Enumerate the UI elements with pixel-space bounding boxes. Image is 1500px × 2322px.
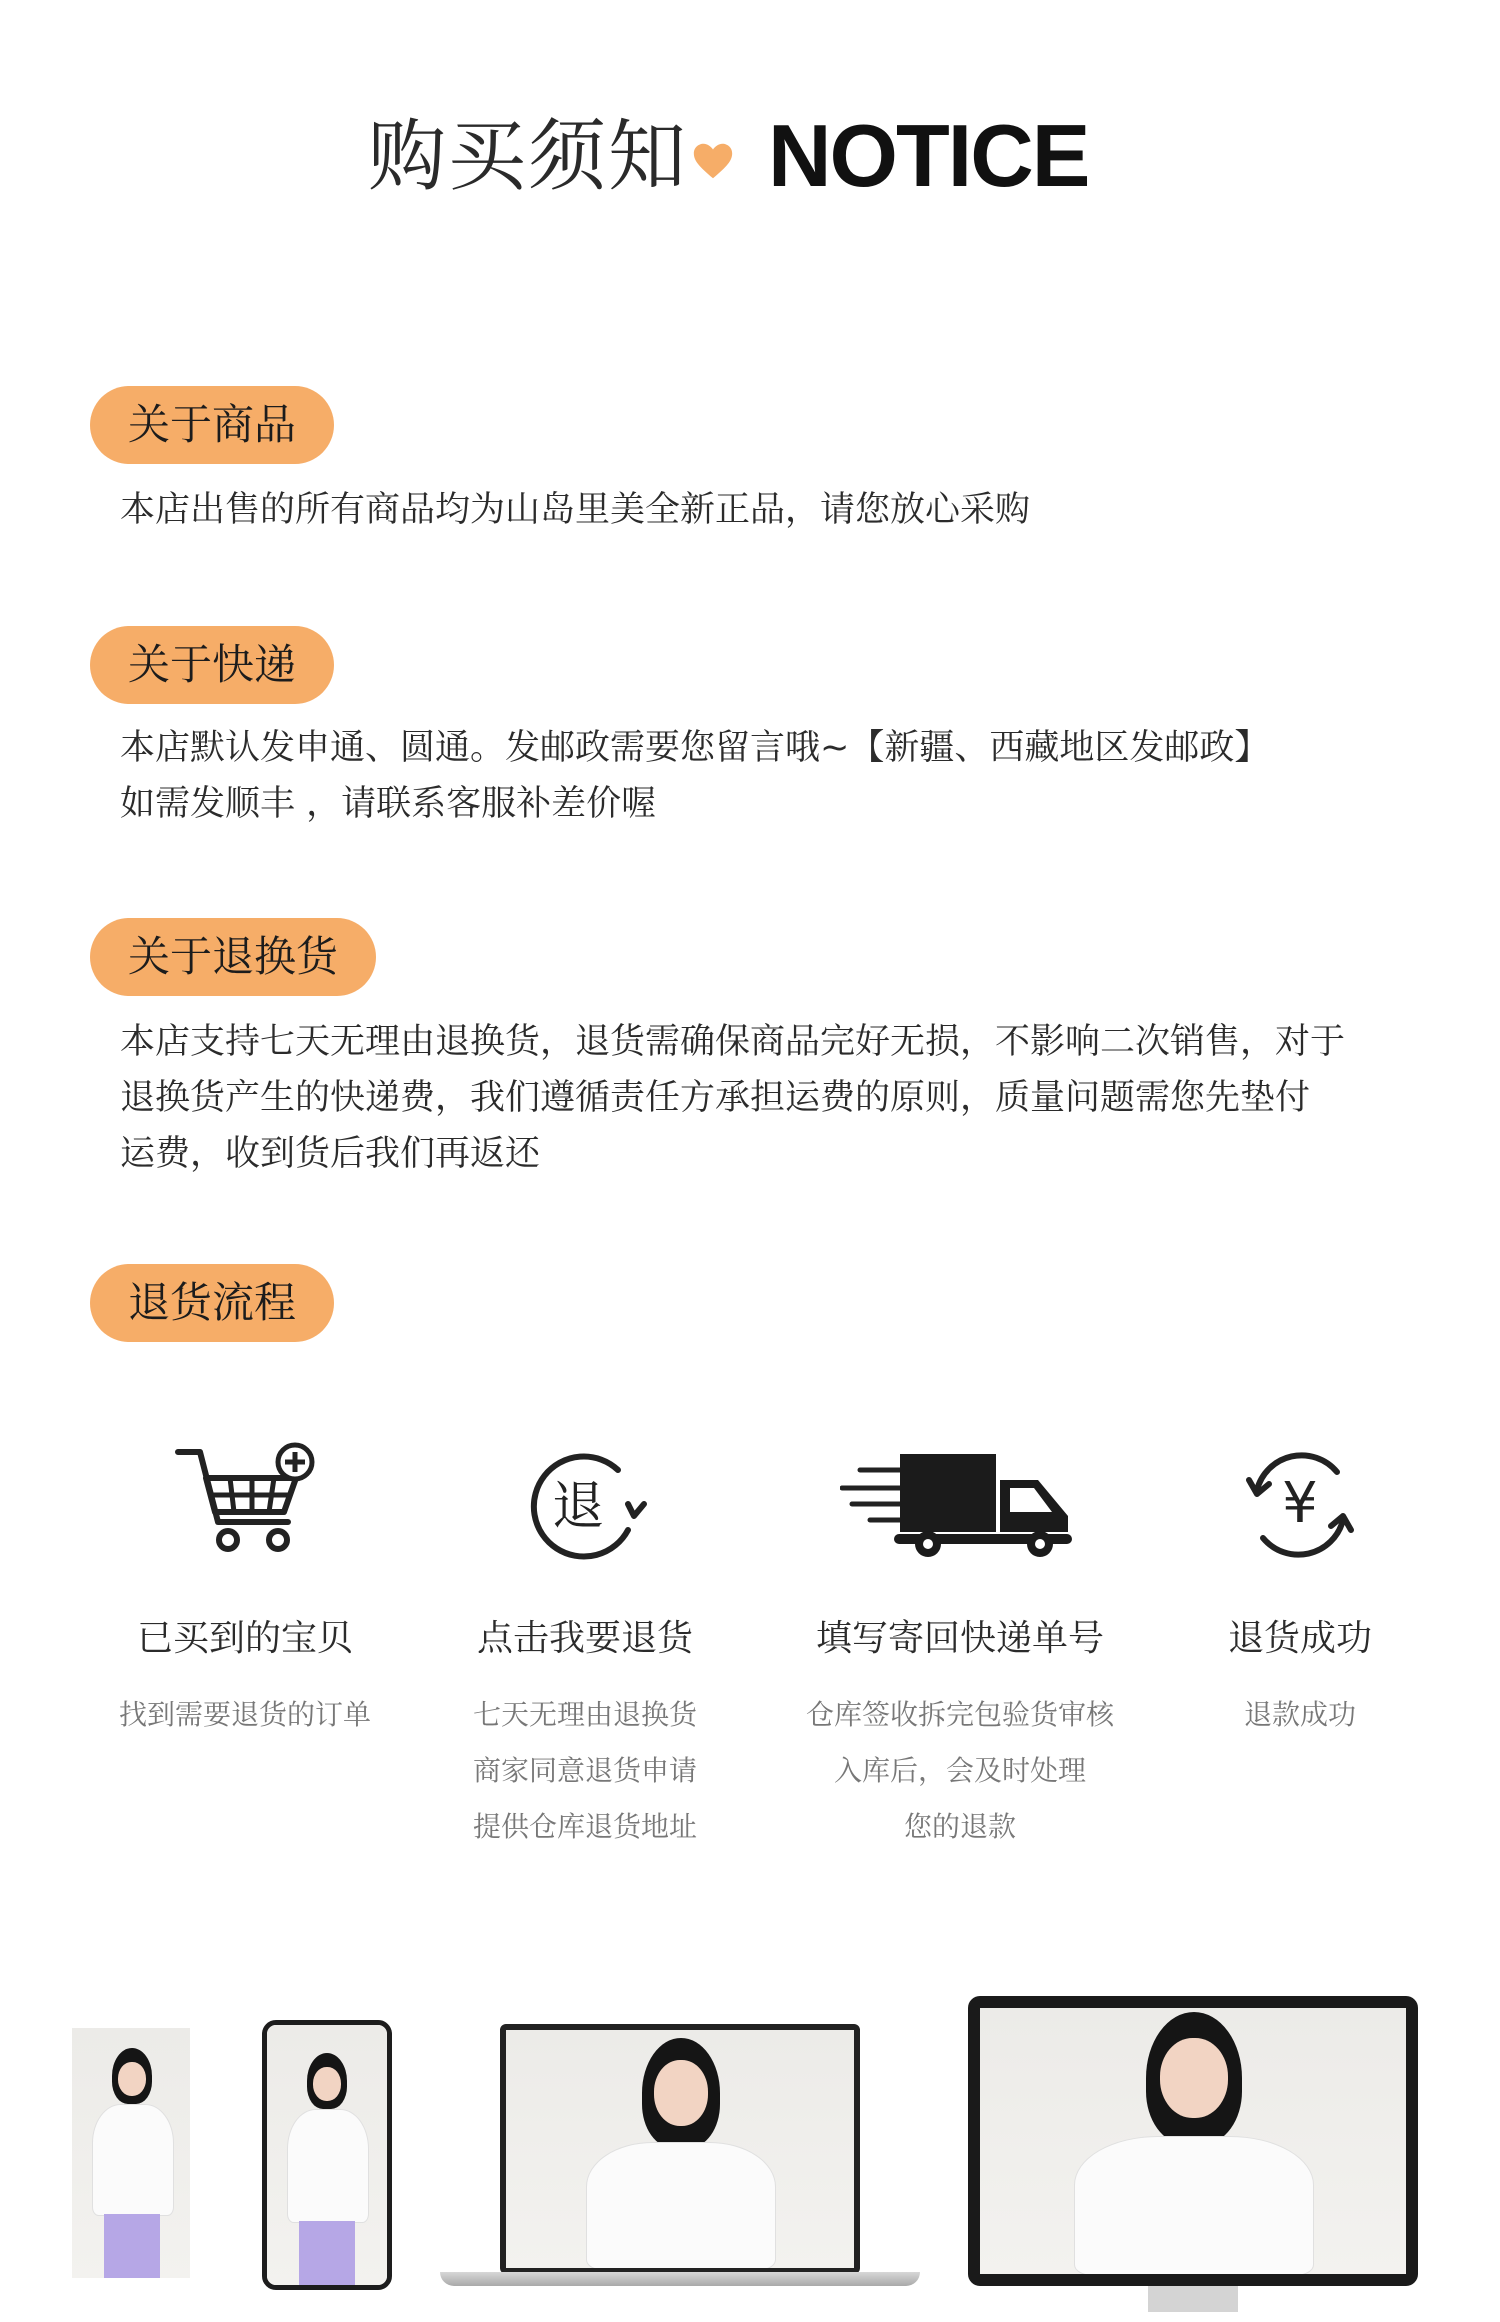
step-title: 退货成功 — [1227, 1618, 1372, 1659]
section-line: 运费，收到货后我们再返还 — [120, 1134, 541, 1174]
monitor-stand — [1148, 2286, 1238, 2312]
refund-yen-icon — [1235, 1440, 1365, 1570]
return-circle-icon — [520, 1440, 650, 1570]
step-desc-line: 仓库签收拆完包验货审核 — [805, 1698, 1114, 1731]
laptop-frame — [500, 2024, 860, 2274]
model-figure — [1068, 2012, 1318, 2274]
step-desc-line: 退款成功 — [1243, 1698, 1356, 1731]
section-line: 如需发顺丰 ，请联系客服补差价喔 — [120, 784, 657, 824]
step-return-success — [1195, 1440, 1405, 1743]
step-fill-tracking — [780, 1440, 1140, 1855]
delivery-truck-icon — [840, 1440, 1080, 1570]
step-desc — [455, 1687, 715, 1855]
section-label-product: 关于商品 — [90, 386, 334, 464]
model-photo-small — [72, 2028, 190, 2278]
step-desc-line: 找到需要退货的订单 — [118, 1698, 371, 1731]
section-label-returns: 关于退换货 — [90, 918, 376, 996]
section-text-returns — [120, 1014, 1380, 1182]
step-desc-line: 提供仓库退货地址 — [472, 1810, 697, 1843]
model-photo-laptop — [506, 2030, 854, 2268]
section-label-return-process: 退货流程 — [90, 1264, 334, 1342]
section-label-shipping: 关于快递 — [90, 626, 334, 704]
monitor-frame — [968, 1996, 1418, 2286]
page-title-en: NOTICE — [768, 106, 1089, 205]
model-photo-phone — [267, 2025, 387, 2285]
step-request-return — [455, 1440, 715, 1855]
step-desc — [1195, 1687, 1405, 1743]
notice-header — [0, 108, 1500, 218]
section-text-shipping — [120, 720, 1380, 832]
return-process-steps — [0, 1440, 1500, 1843]
page-title-cn: 购买须知 — [368, 112, 689, 202]
model-figure — [86, 2048, 176, 2278]
model-photo-monitor — [980, 2008, 1406, 2274]
step-title: 填写寄回快递单号 — [815, 1618, 1104, 1659]
step-desc — [100, 1687, 390, 1743]
step-desc-line: 您的退款 — [903, 1810, 1016, 1843]
step-desc — [780, 1687, 1140, 1855]
step-desc-line: 七天无理由退换货 — [472, 1698, 697, 1731]
step-desc-line: 商家同意退货申请 — [472, 1754, 697, 1787]
device-showcase — [0, 1990, 1500, 2322]
model-figure — [580, 2038, 780, 2268]
section-text-product — [120, 482, 1380, 538]
section-line: 本店支持七天无理由退换货，退货需确保商品完好无损，不影响二次销售，对于 — [120, 1022, 1346, 1062]
step-desc-line: 入库后，会及时处理 — [833, 1754, 1086, 1787]
shopping-cart-add-icon — [170, 1440, 320, 1570]
step-title: 已买到的宝贝 — [136, 1618, 353, 1659]
model-figure — [281, 2053, 373, 2285]
section-line: 本店默认发申通、圆通。发邮政需要您留言哦~【新疆、西藏地区发邮政】 — [120, 728, 1270, 768]
smartphone-frame — [262, 2020, 392, 2290]
section-line: 本店出售的所有商品均为山岛里美全新正品，请您放心采购 — [120, 490, 1031, 530]
yen-char: ¥ — [1282, 1471, 1318, 1536]
heart-icon — [690, 138, 736, 184]
step-purchased — [100, 1440, 390, 1743]
section-line: 退换货产生的快递费，我们遵循责任方承担运费的原则，质量问题需您先垫付 — [120, 1078, 1311, 1118]
step-title: 点击我要退货 — [476, 1618, 693, 1659]
return-char: 退 — [551, 1477, 605, 1537]
laptop-base — [440, 2272, 920, 2286]
